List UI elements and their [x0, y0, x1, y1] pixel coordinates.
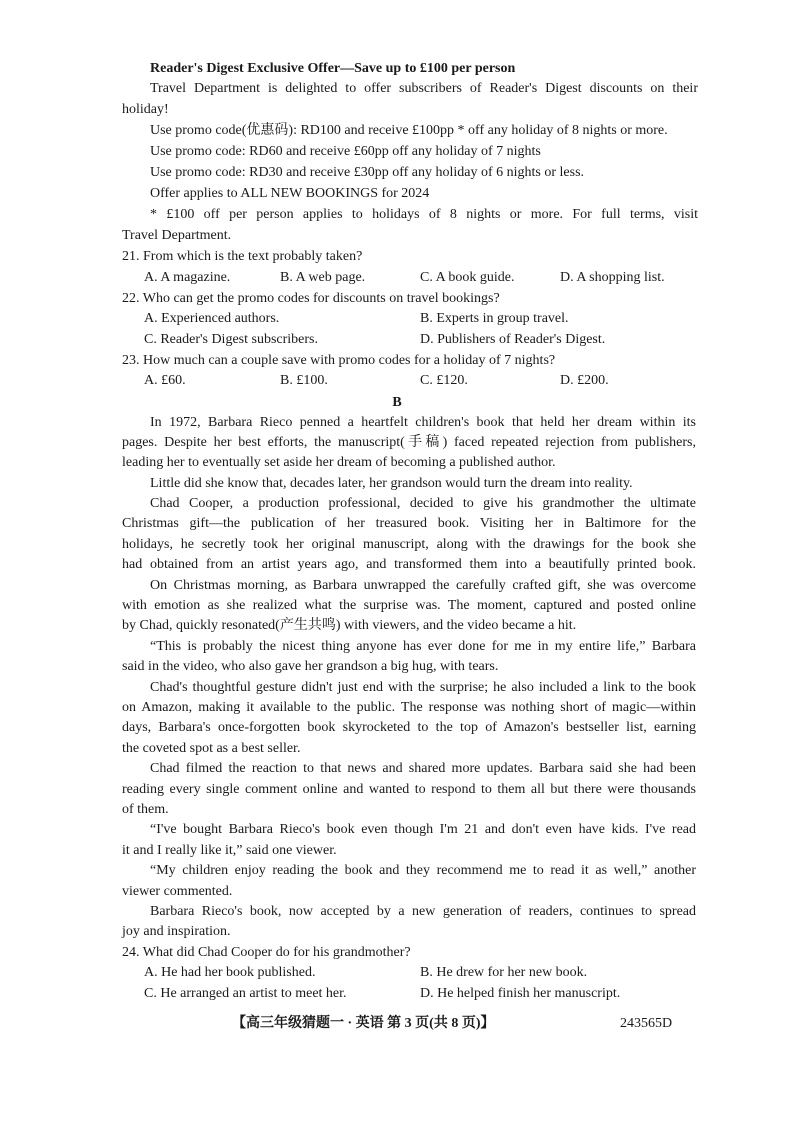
passage-line: pages. Despite her best efforts, the manuscript(手稿) faced repeated rejection from publishers,	[122, 435, 696, 450]
passage-line: Chad Cooper, a production professional, decided to give his grandmother the ultimate	[150, 496, 696, 511]
passage-line: reading every single comment online and wanted to respond to them all but there were thousands	[122, 782, 696, 797]
q22-option-d: D. Publishers of Reader's Digest.	[420, 332, 606, 347]
passage-line: Chad's thoughtful gesture didn't just end with the surprise; he also included a link to the book	[150, 680, 696, 695]
passage-line: leading her to eventually set aside her dream of becoming a published author.	[122, 455, 556, 470]
passage-line: In 1972, Barbara Rieco penned a heartfelt children's book that held her dream within its	[150, 415, 696, 430]
q24-option-b: B. He drew for her new book.	[420, 965, 588, 980]
passage-line: Barbara Rieco's book, now accepted by a new generation of readers, continues to spread	[150, 904, 696, 919]
q23-option-b: B. £100.	[280, 373, 328, 388]
ad-promo-1: Use promo code(优惠码): RD100 and receive £100pp * off any holiday of 8 nights or more.	[150, 123, 668, 138]
passage-line: days, Barbara's once-forgotten book skyrocketed to the top of Amazon's bestseller list, earning	[122, 720, 696, 735]
ad-intro-cont: holiday!	[122, 102, 169, 117]
q21-option-a: A. A magazine.	[144, 270, 231, 285]
q21-option-b: B. A web page.	[280, 270, 366, 285]
q24-option-c: C. He arranged an artist to meet her.	[144, 986, 347, 1001]
ad-footnote: * £100 off per person applies to holidays of 8 nights or more. For full terms, visit	[150, 207, 698, 222]
passage-line: by Chad, quickly resonated(产生共鸣) with viewers, and the video became a hit.	[122, 618, 577, 633]
passage-line: viewer commented.	[122, 884, 233, 899]
q22-option-b: B. Experts in group travel.	[420, 311, 569, 326]
passage-line: Chad filmed the reaction to that news and shared more updates. Barbara said she had been	[150, 761, 696, 776]
q22-option-c: C. Reader's Digest subscribers.	[144, 332, 318, 347]
ad-title: Reader's Digest Exclusive Offer—Save up to £100 per person	[150, 61, 516, 76]
question-24-stem: 24. What did Chad Cooper do for his grandmother?	[122, 945, 411, 960]
q23-option-d: D. £200.	[560, 373, 609, 388]
passage-line: “My children enjoy reading the book and they recommend me to read it as well,” another	[150, 863, 696, 878]
page-footer-title: 【高三年级猜题一 · 英语 第 3 页(共 8 页)】	[232, 1016, 495, 1031]
q24-option-a: A. He had her book published.	[144, 965, 316, 980]
ad-promo-2: Use promo code: RD60 and receive £60pp off any holiday of 7 nights	[150, 144, 541, 159]
q21-option-c: C. A book guide.	[420, 270, 515, 285]
passage-line: on Amazon, making it available to the public. The response was nothing short of magic—within	[122, 700, 696, 715]
q21-option-d: D. A shopping list.	[560, 270, 665, 285]
ad-promo-3: Use promo code: RD30 and receive £30pp off any holiday of 6 nights or less.	[150, 165, 585, 180]
ad-footnote-cont: Travel Department.	[122, 228, 232, 243]
question-22-stem: 22. Who can get the promo codes for discounts on travel bookings?	[122, 291, 500, 306]
passage-line: the coveted spot as a best seller.	[122, 741, 301, 756]
passage-line: it and I really like it,” said one viewer.	[122, 843, 337, 858]
section-b-heading: B	[392, 395, 402, 410]
page-footer-code: 243565D	[620, 1016, 673, 1031]
q23-option-c: C. £120.	[420, 373, 468, 388]
passage-line: had obtained from an artist years ago, and transformed them into a beautifully printed book.	[122, 557, 696, 572]
ad-offer-applies: Offer applies to ALL NEW BOOKINGS for 2024	[150, 186, 430, 201]
passage-line: of them.	[122, 802, 169, 817]
passage-line: On Christmas morning, as Barbara unwrapped the carefully crafted gift, she was overcome	[150, 578, 696, 593]
passage-line: “This is probably the nicest thing anyone has ever done for me in my entire life,” Barbara	[150, 639, 696, 654]
passage-line: joy and inspiration.	[122, 924, 231, 939]
passage-line: said in the video, who also gave her grandson a big hug, with tears.	[122, 659, 499, 674]
passage-line: holidays, he secretly took her original manuscript, along with the drawings for the book she	[122, 537, 696, 552]
q23-option-a: A. £60.	[144, 373, 186, 388]
question-21-stem: 21. From which is the text probably taken?	[122, 249, 363, 264]
passage-line: Christmas gift—the publication of her treasured book. Visiting her in Baltimore for the	[122, 516, 696, 531]
question-23-stem: 23. How much can a couple save with promo codes for a holiday of 7 nights?	[122, 353, 556, 368]
passage-line: Little did she know that, decades later, her grandson would turn the dream into reality.	[150, 476, 633, 491]
q24-option-d: D. He helped finish her manuscript.	[420, 986, 621, 1001]
q22-option-a: A. Experienced authors.	[144, 311, 280, 326]
ad-intro: Travel Department is delighted to offer subscribers of Reader's Digest discounts on their	[150, 81, 698, 96]
passage-line: with emotion as she realized what the surprise was. The moment, captured and posted online	[122, 598, 696, 613]
passage-line: “I've bought Barbara Rieco's book even though I'm 21 and don't even have kids. I've read	[150, 822, 696, 837]
